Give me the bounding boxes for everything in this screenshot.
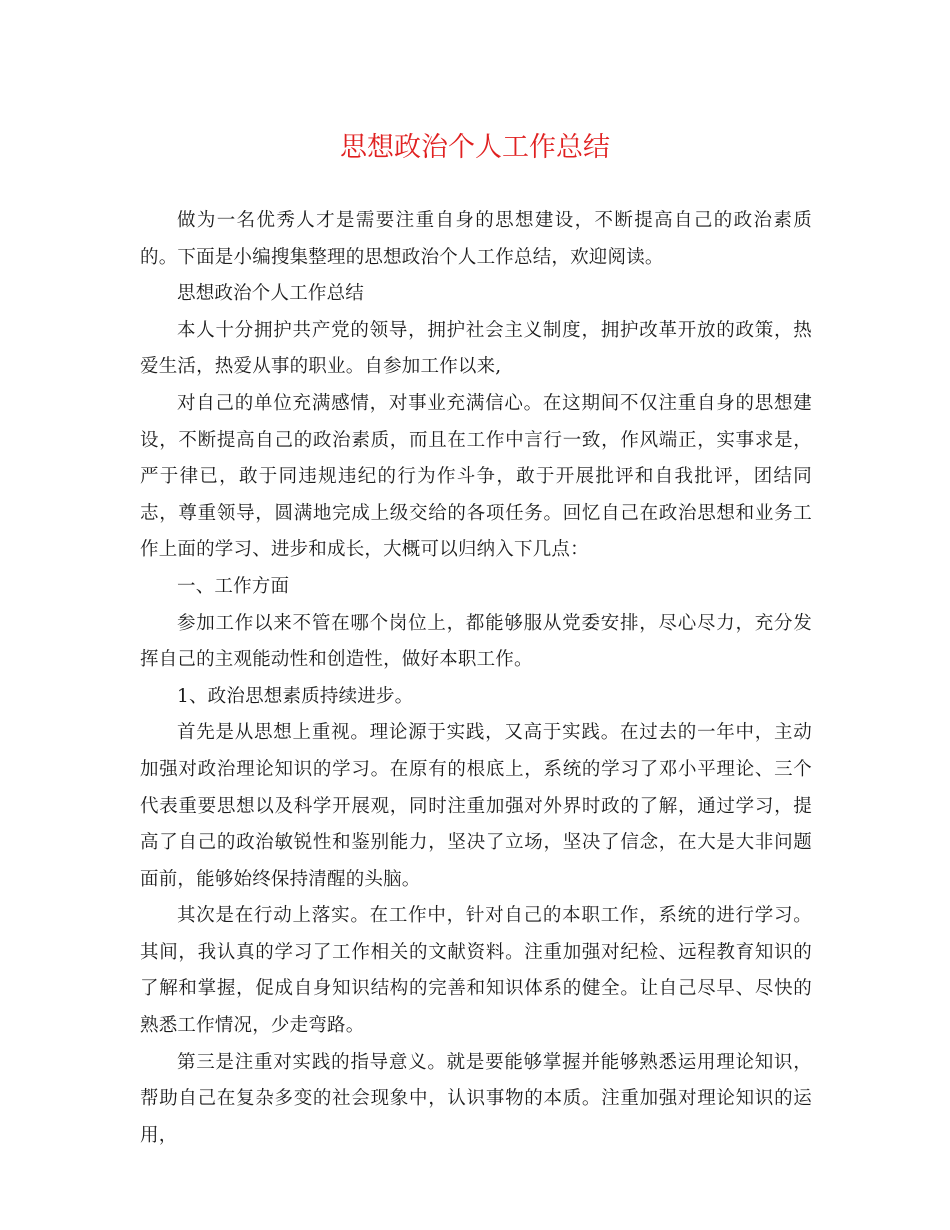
subsection-heading: 1、政治思想素质持续进步。 xyxy=(177,685,414,707)
paragraph: 本人十分拥护共产党的领导，拥护社会主义制度，拥护改革开放的政策，热爱生活，热爱从事的职业。自参加工作以来, xyxy=(140,319,812,378)
document-body xyxy=(140,203,812,1154)
paragraph: 首先是从思想上重视。理论源于实践，又高于实践。在过去的一年中，主动加强对政治理论知识的学习。在原有的根底上，系统的学习了邓小平理论、三个代表重要思想以及科学开展观，同时注重加强对外界时政的了解，通过学习，提高了自己的政治敏锐性和鉴别能力，坚决了立场，坚决了信念，在大是大非问题面前，能够始终保持清醒的头脑。 xyxy=(140,722,812,890)
document-title: 思想政治个人工作总结 xyxy=(340,132,610,163)
section-heading: 一、工作方面 xyxy=(177,575,290,597)
paragraph: 对自己的单位充满感情，对事业充满信心。在这期间不仅注重自身的思想建设，不断提高自己的政治素质，而且在工作中言行一致，作风端正，实事求是，严于律已，敢于同违规违纪的行为作斗争，敢于开展批评和自我批评，团结同志，尊重领导，圆满地完成上级交给的各项任务。回忆自己在政治思想和业务工作上面的学习、进步和成长，大概可以归纳入下几点： xyxy=(140,392,812,561)
paragraph: 第三是注重对实践的指导意义。就是要能够掌握并能够熟悉运用理论知识，帮助自己在复杂多变的社会现象中，认识事物的本质。注重加强对理论知识的运用， xyxy=(140,1051,812,1146)
paragraph-subtitle: 思想政治个人工作总结 xyxy=(177,283,365,305)
paragraph-intro: 做为一名优秀人才是需要注重自身的思想建设，不断提高自己的政治素质的。下面是小编搜集整理的思想政治个人工作总结，欢迎阅读。 xyxy=(140,210,812,268)
paragraph: 参加工作以来不管在哪个岗位上，都能够服从党委安排，尽心尽力，充分发挥自己的主观能动性和创造性，做好本职工作。 xyxy=(140,612,812,671)
paragraph: 其次是在行动上落实。在工作中，针对自己的本职工作，系统的进行学习。其间，我认真的学习了工作相关的文献资料。注重加强对纪检、远程教育知识的了解和掌握，促成自身知识结构的完善和知识体系的健全。让自己尽早、尽快的熟悉工作情况，少走弯路。 xyxy=(140,905,812,1037)
